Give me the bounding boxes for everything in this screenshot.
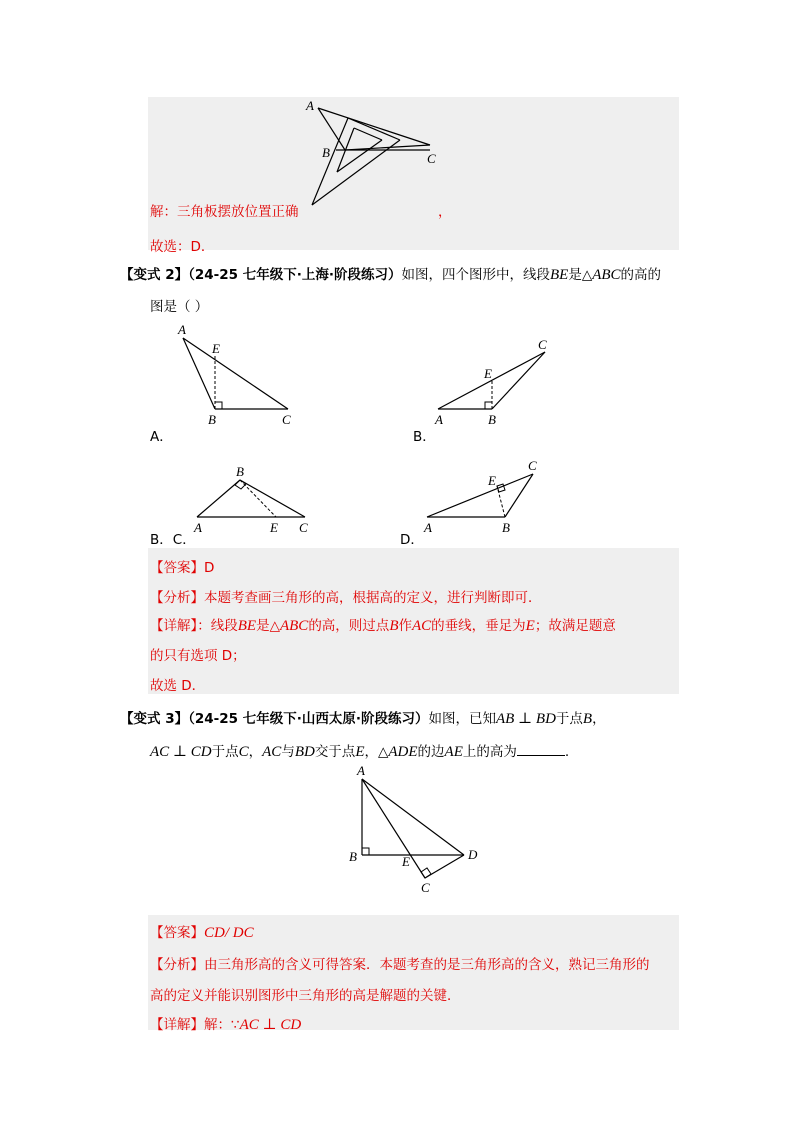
fig-a-label-a: A [178,322,186,337]
q3-period: . [564,744,570,760]
q3-ac: AC [262,744,282,760]
q2-source: （24-25 七年级下·上海·阶段练习） [188,267,402,283]
q3-fig-label-e: E [402,854,410,869]
q3-detail-tag: 【详解】 [150,1017,204,1033]
q2-be: BE [549,267,569,283]
q2-tag: 【变式 2】 [120,267,189,283]
q3-text1: 如图，已知 [428,711,496,727]
q3-text3: 于点 [211,744,239,760]
q2-option-c: B．C． [150,532,196,548]
q3-ac-perp-cd: AC ⊥ CD [150,744,212,760]
q2-detail-ac: AC [411,618,432,634]
q3-analysis-line2: 高的定义并能识别图形中三角形的高是解题的关键． [150,988,461,1004]
q2-detail-tag: 【详解】 [150,618,198,634]
q3-pt-b: B [582,711,593,727]
q2-text2: 的高的 [620,267,662,283]
q3-text5: 的边 [417,744,445,760]
q3-fig-label-a: A [357,763,365,778]
q2-detail-line3: 故选 D． [150,678,206,694]
q3-analysis-1: 由三角形高的含义可得答案．本题考查的是三角形高的含义，熟记三角形的 [204,957,650,973]
q3-text2: 于点 [555,711,583,727]
fig-c-label-c: C [299,520,308,535]
q2-answer: D [204,560,215,576]
top-solution-comma: ， [438,204,452,220]
fig-b-label-b: B [488,412,496,427]
q3-comma3: ， [364,744,378,760]
fig-b-label-e: E [484,366,492,381]
top-label-c: C [427,151,436,166]
fig-c-label-b: B [236,464,244,479]
fig-b-label-a: A [435,412,443,427]
fig-d-label-b: B [502,520,510,535]
q3-ae: AE [444,744,463,760]
fig-d-label-a: A [424,520,432,535]
q2-detail-b: 是 [256,618,270,634]
q2-option-d: D． [400,532,424,548]
q2-option-b: B． [413,429,436,445]
fig-a-label-e: E [212,341,220,356]
q2-detail-pt-e: E [525,618,535,634]
q2-is: 是 [568,267,582,283]
q3-answer-tag: 【答案】 [150,925,204,941]
q2-detail-be: BE [237,618,257,634]
top-solution-line: 解：三角板摆放位置正确 [150,204,299,220]
q2-detail-f: ；故满足题意 [534,618,616,634]
q2-text1: 如图，四个图形中，线段 [401,267,550,283]
fig-b-label-c: C [538,337,547,352]
q3-answer-line [150,921,254,942]
fig-d-label-e: E [488,473,496,488]
q3-comma1: ， [592,711,606,727]
q3-tri: △ [377,744,389,760]
q3-text4: 交于点 [314,744,356,760]
q2-analysis: 本题考查画三角形的高，根据高的定义，进行判断即可． [204,590,542,606]
q3-text6: 上的高为 [462,744,517,760]
q2-option-a: A． [150,429,173,445]
q3-pt-c: C [238,744,249,760]
top-label-b: B [322,145,330,160]
q3-answer: CD/ DC [204,925,254,941]
q3-fig-label-d: D [468,847,478,862]
q3-fig-label-c: C [421,880,430,895]
fig-a-label-c: C [282,412,291,427]
fig-c-label-e: E [270,520,278,535]
q3-detail-because: ∵ [231,1017,240,1033]
q2-detail-abc: ABC [279,618,309,634]
q3-tag: 【变式 3】 [120,711,189,727]
q3-bd: BD [294,744,315,760]
q2-detail-line2: 的只有选项 D； [150,648,246,664]
fig-a-label-b: B [208,412,216,427]
fig-c-label-a: A [194,520,202,535]
q2-detail-d: 作 [398,618,412,634]
q2-abc: ABC [592,267,621,283]
q3-detail-a: 解： [204,1017,231,1033]
q2-tri: △ [581,267,593,283]
q2-detail-c: 的高，则过点 [308,618,390,634]
q2-detail-pt-b: B [389,618,399,634]
q2-answer-tag: 【答案】 [150,560,204,576]
q2-detail-a: ：线段 [197,618,238,634]
q2-stem-line2: 图是（ ） [150,299,209,315]
q3-detail-line [150,1013,301,1034]
q2-analysis-tag: 【分析】 [150,590,204,606]
q3-analysis-line1 [150,953,650,973]
fig-d-label-c: C [528,458,537,473]
top-label-a: A [306,98,314,113]
q3-comma2: ， [248,744,263,760]
q3-source: （24-25 七年级下·山西太原·阶段练习） [188,711,429,727]
q2-detail-e: 的垂线，垂足为 [431,618,526,634]
q2-detail-tri: △ [269,618,280,634]
q3-ade: ADE [388,744,418,760]
q3-ab-perp-bd: AB ⊥ BD [495,711,556,727]
top-solution-choice: 故选：D． [150,239,215,255]
q3-analysis-tag: 【分析】 [150,957,204,973]
q3-yu: 与 [281,744,295,760]
q3-fig-label-b: B [349,849,357,864]
q3-detail-expr: AC ⊥ CD [239,1017,302,1033]
q3-pt-e: E [355,744,365,760]
